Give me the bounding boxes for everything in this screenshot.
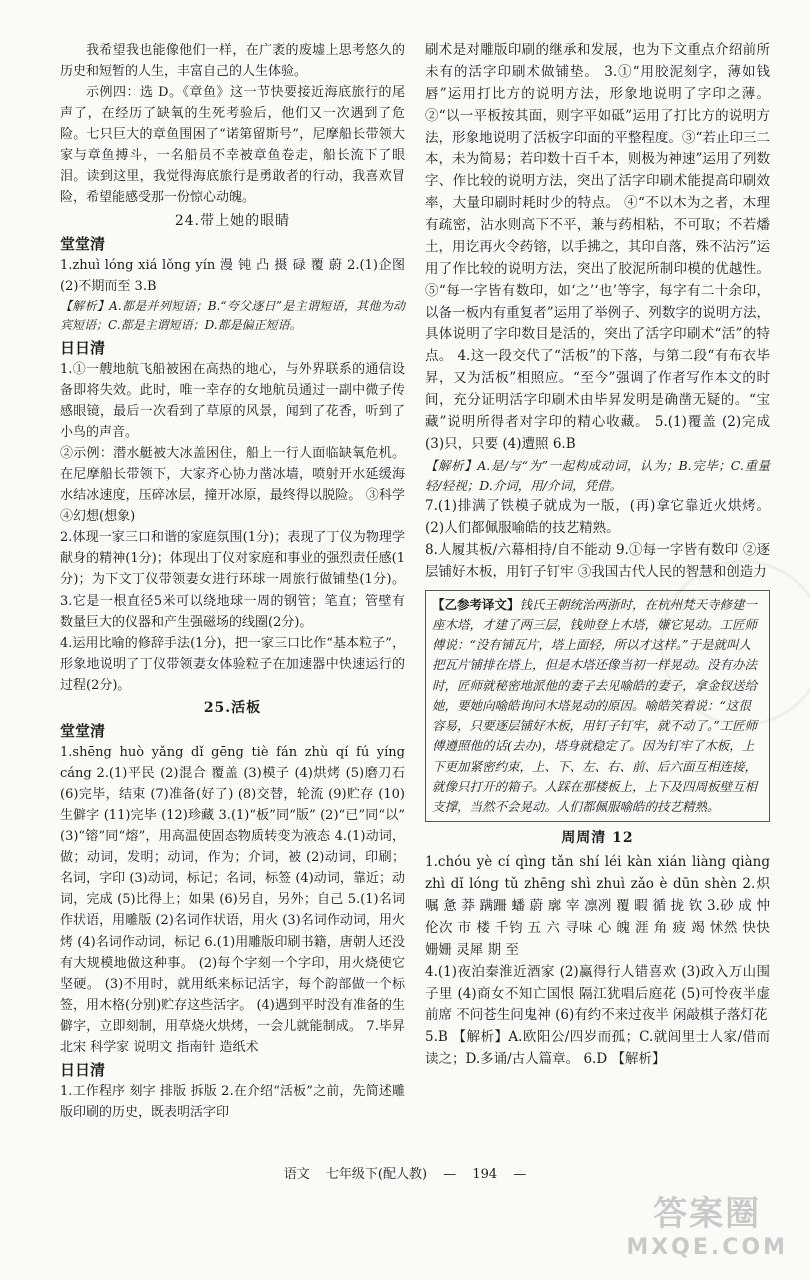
left-column xyxy=(60,40,405,1123)
translation-box xyxy=(425,590,770,823)
paragraph: 我希望我也能像他们一样，在广袤的废墟上思考悠久的历史和短暂的人生，丰富自己的人生体验。 xyxy=(60,43,405,80)
answer-line: ②示例：潜水艇被大冰盖困住，船上一行人面临缺氧危机。在尼摩船长带领下，大家齐心协力凿冰墙，喷射开水延缓海水结冰速度，压碎冰层，撞开冰原，最终得以脱险。 ③科学 ④幻想(想象) xyxy=(60,446,405,525)
answer-line: 5.B 【解析】A.欧阳公/四岁而孤；C.就闾里士人家/借而读之；D.多诵/古人篇章。 6.D 【解析】 xyxy=(425,1029,770,1068)
answer-line: 刷术是对雕版印刷的继承和发展，也为下文重点介绍前所未有的活字印刷术做铺垫。 3.①“用胶泥刻字，薄如钱唇”运用打比方的说明方法，形象地说明了字印之薄。②“以一平板按其面，则字平如砥”运用了打比方的说明方法，形象地说明了活板字印面的平整程度。③“若止印三二本，未为简易；若印数十百千本，则极为神速”运用了列数字、作比较的说明方法，突出了活字印刷术能提高印刷效率，大量印刷时耗时少的特点。 ④“不以木为之者，木理有疏密，沾水则高下不平，兼与药相粘，不可取；不若燔土，用讫再火令药镕，以手拂之，其印自落，殊不沾污”运用了作比较的说明方法，突出了胶泥所制印模的优越性。⑤“每一字皆有数印，如‘之’‘也’等字，每字有二十余印，以备一板内有重复者”运用了举例子、列数字的说明方法，具体说明了字印数目是活的，突出了活字印刷术“活”的特点。 4.这一段交代了“活板”的下落，与第二段“有布衣毕昇，又为活板”相照应。“至今”强调了作者写作本文的时间，充分证明活字印刷术由毕昇发明是确凿无疑的。“宝藏”说明所得者对字印的精心收藏。 5.(1)覆盖 (2)完成 (3)只，只要 (4)遭照 6.B xyxy=(425,42,770,452)
answer-line: 1.zhuì lóng xiá lǒng yín 漫 钝 凸 摄 碌 覆 蔚 2.(1)企图 (2)不期而至 3.B xyxy=(60,257,405,294)
analysis-note: 【解析】A.是/与“为”一起构成动词，认为；B.完毕；C.重量轻/轻视；D.介词，用/介词，凭借。 xyxy=(425,457,770,493)
answer-line: 8.人履其板/六幕相持/自不能动 9.①每一字皆有数印 ②逐层铺好木板，用钉子钉牢 ③我国古代人民的智慧和创造力 xyxy=(425,541,770,580)
answer-line: 1.chóu yè cí qìng tǎn shí léi kàn xián liàng qiàng zhì dǐ lóng tǔ zhēng shì zhuì zǎo è dūn shèn 2.炽 嘱 惫 莽 蹒跚 蟠 蔚 廓 宰 凛冽 覆 暇 循 拢 钦 3.砂 成 忡 伦次 市 楼 千钧 五 六 寻味 心 魄 涯 角 疲 竭 怵然 快快 姗姗 灵犀 期 至 xyxy=(425,854,770,958)
answer-line: 7.(1)排满了铁模子就成为一版，(再)拿它靠近火烘烤。 (2)人们都佩服喻皓的技艺精熟。 xyxy=(425,498,770,536)
paragraph: 示例四：选 D。《章鱼》这一节快要接近海底旅行的尾声了，在经历了缺氧的生死考验后，他们又一次遇到了危险。七只巨大的章鱼围困了“诺第留斯号”，尼摩船长带领大家与章鱼搏斗，一名船员不幸被章鱼卷走，船长流下了眼泪。读到这里，我觉得海底旅行是勇敢者的行动，我喜欢冒险，希望能感受那一份惊心动魄。 xyxy=(60,85,405,206)
footer-dash: — xyxy=(513,1167,527,1182)
answer-line: 1.①一艘地航飞船被困在高热的地心，与外界联系的通信设备即将失效。此时，唯一幸存的女地航员通过一副中微子传感眼镜，最后一次看到了草原的风景，闻到了花香，听到了小鸟的声音。 xyxy=(60,361,405,440)
section-title-24: 24.带上她的眼睛 xyxy=(174,212,291,229)
answer-line: 1.shēng huò yǎng dǐ gēng tiè fán zhù qí fú yíng cáng 2.(1)平民 (2)混合 覆盖 (3)模子 (4)烘烤 (5)磨刀石 (6)完毕，结束 (7)准备(好了) (8)交替，轮流 (9)贮存 (10)生僻字 (11)完毕 (12)珍藏 3.(1)“板”同“版” (2)“已”同“以” (3)“镕”同“熔”，用高温使固态物质转变为液态 4.(1)动词，做；动词，发明；动词，作为；介词，被 (2)动词，印刷；名词，字印 (3)动词，标记；名词，标签 (4)动词，靠近；动词，完成 (5)比得上；如果 (6)另自，另外；自己 5.(1)名词作状语，用雕版 (2)名词作状语，用火 (3)名词作动词，用火烤 (4)名词作动词，标记 6.(1)用雕版印刷书籍，唐朝人还没有大规模地做这种事。 (2)每个字刻一个字印，用火烧使它坚硬。 (3)不用时，就用纸来标记活字，每个韵部做一个标签，用木格(分别)贮存这些活字。 (4)遇到平时没有准备的生僻字，立即刻制，用草烧火烘烤，一会儿就能制成。 7.毕昇 北宋 科学家 说明文 指南针 造纸术 xyxy=(60,744,405,1055)
translation-text: 钱氏王朝统治两浙时，在杭州梵天寺修建一座木塔，才建了两三层，钱帅登上木塔，嫌它晃动。工匠师傅说：“没有铺瓦片，塔上面轻，所以才这样。”于是就叫人把瓦片铺排在塔上，但是木塔还像当初一样晃动。没有办法时，匠师就秘密地派他的妻子去见喻皓的妻子，拿金钗送给她，要她向喻皓询问木塔晃动的原因。喻皓笑着说：“这很容易，只要逐层铺好木板，用钉子钉牢，就不动了。”工匠师傅遵照他的话(去办)，塔身就稳定了。因为钉牢了木板，上下更加紧密约束，上、下、左、右、前、后六面互相连接，就像只打开的箱子。人踩在那楼板上，上下及四周板壁互相支撑，当然不会晃动。人们都佩服喻皓的技艺精熟。 xyxy=(432,596,758,815)
translation-tag: 【乙参考译文】 xyxy=(432,596,520,612)
analysis-note: 【解析】A.都是并列短语；B.“夸父逐日”是主谓短语，其他为动宾短语；C.都是主谓短语；D.都是偏正短语。 xyxy=(60,298,405,333)
section-title-zhouzhouqing: 周周清 12 xyxy=(561,830,634,847)
page-number: 194 xyxy=(472,1167,498,1182)
page-footer xyxy=(0,1163,810,1182)
answer-line: 4.运用比喻的修辞手法(1分)，把一家三口比作“基本粒子”，形象地说明了丁仪带领妻女体验粒子在加速器中快速运行的过程(2分)。 xyxy=(60,635,405,693)
answer-line: 4.(1)夜泊秦淮近酒家 (2)赢得行人错喜欢 (3)政入万山围子里 (4)商女不知亡国恨 隔江犹唱后庭花 (5)可怜夜半虚前席 不问苍生问鬼神 (6)有约不来过夜半 闲敲棋子落灯花 xyxy=(425,963,770,1024)
answer-line: 2.体现一家三口和谐的家庭氛围(1分)；表现了丁仪为物理学献身的精神(1分)；体现出丁仪对家庭和事业的强烈责任感(1分)；为下文丁仪带领妻女进行环球一周旅行做铺垫(1分)。 3.它是一根直径5米可以绕地球一周的钢管；笔直；管壁有数量巨大的仪器和产生强磁场的线圈(2分)。 xyxy=(60,530,405,630)
answer-line: 1.工作程序 刻字 排版 拆版 2.在介绍“活板”之前，先简述雕版印刷的历史，既表明活字印 xyxy=(60,1083,405,1120)
subhead-tangtangqing: 堂堂清 xyxy=(60,721,106,740)
site-watermark xyxy=(626,1186,788,1260)
watermark-url: MXQE.COM xyxy=(626,1235,788,1260)
right-column xyxy=(425,40,770,1071)
subhead-tangtangqing: 堂堂清 xyxy=(60,234,106,253)
subhead-ririqing: 日日清 xyxy=(60,338,106,357)
watermark-logo: 答案圈 xyxy=(653,1194,762,1234)
footer-dash: — xyxy=(443,1167,457,1182)
footer-grade: 七年级下(配人教) xyxy=(325,1167,428,1182)
footer-subject: 语文 xyxy=(283,1167,310,1182)
section-title-25: 25.活板 xyxy=(203,699,262,716)
subhead-ririqing: 日日清 xyxy=(60,1060,106,1079)
